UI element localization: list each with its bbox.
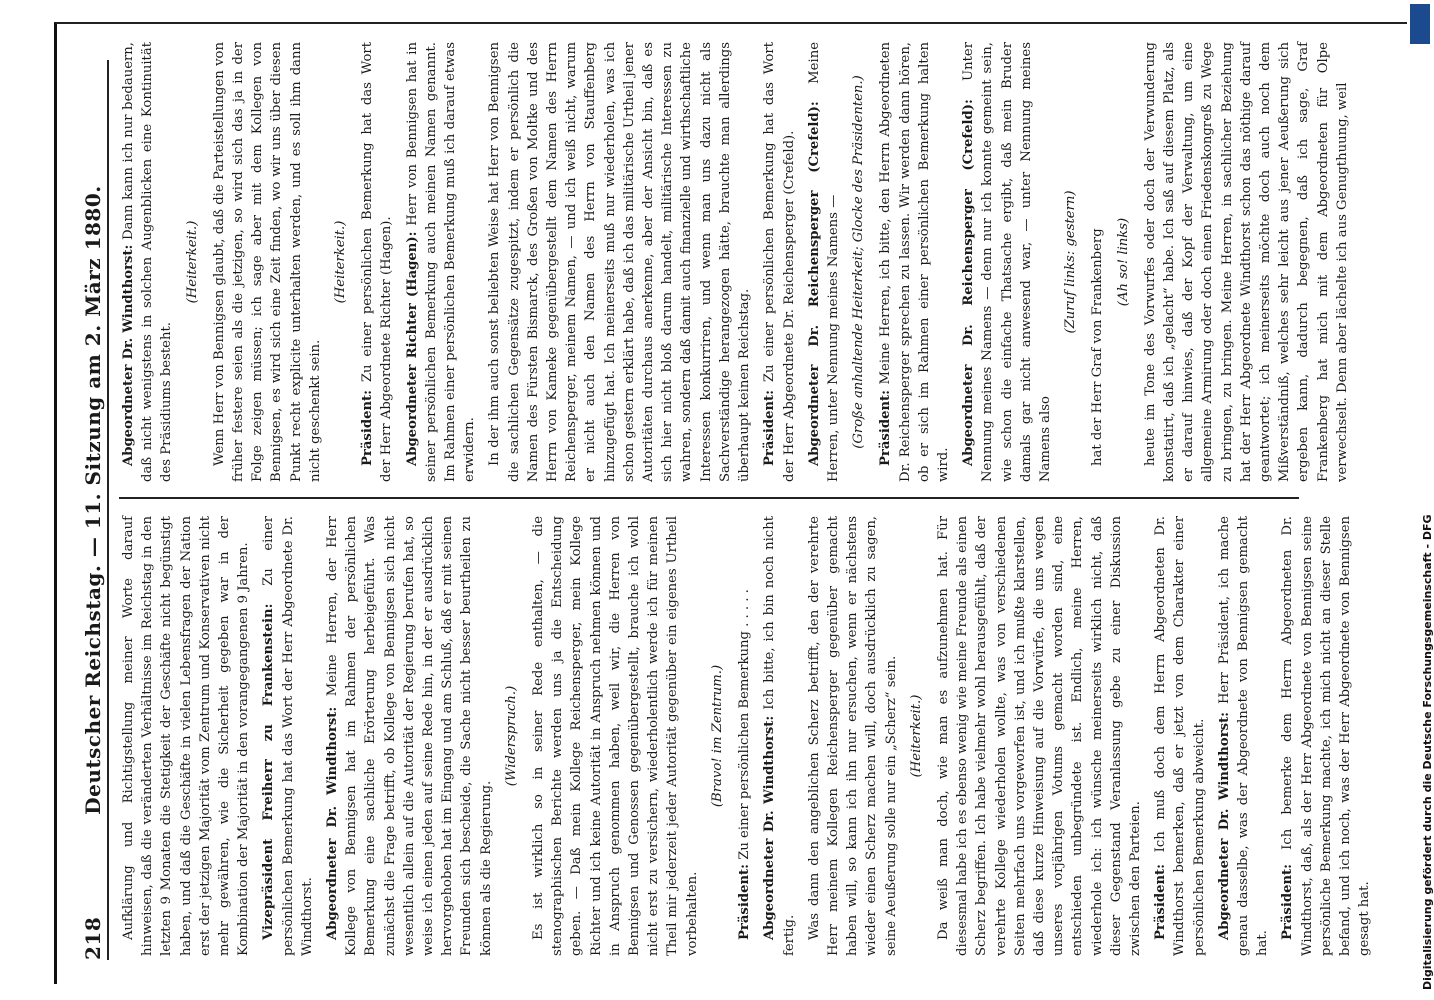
speaker-name: Vizepräsident Freiherr zu Frankenstein: <box>261 603 277 940</box>
stage-direction: (Widerspruch.) <box>503 685 519 787</box>
right-column <box>119 42 1358 482</box>
speech-paragraph <box>358 42 396 482</box>
speaker-name: Präsident: <box>1280 863 1296 940</box>
speech-paragraph <box>735 516 754 956</box>
body-paragraph: Was dann den angeblichen Scherz betrifft, den der verehrte Herr meinem Kollegen Reichensperger gegenüber gemacht haben will, so kann ich ihn nur ersuchen, wenn er nächstens wieder einen Scherz machen will, doch ausdrücklich zu sagen, seine Aeußerung solle nur ein „Scherz“ sein. <box>806 516 899 956</box>
speech-paragraph <box>323 516 496 956</box>
speaker-name: Abgeordneter Dr. Windthorst: <box>762 715 778 940</box>
speech-text: Ich muß doch dem Herrn Abgeordneten Dr. Windthorst bemerken, daß er jetzt von dem Charakter einer persönlichen Bemerkung abweicht. <box>1153 516 1207 956</box>
speech-text: Ich bitte, ich bin noch nicht fertig. <box>762 516 797 956</box>
speech-text: Herr Präsident, ich mache genau dasselbe, was der Abgeordnete von Bennigsen gemacht hat. <box>1216 516 1271 956</box>
stage-direction: (Heiterkeit.) <box>184 220 200 304</box>
stage-direction: (Heiterkeit.) <box>333 220 349 304</box>
speech-text: Unter Nennung meines Namens — denn nur ich konnte gemeint sein, wie schon die einfache Thatsache ergibt, daß mein Bruder damals gar nicht anwesend war, — unter Nennung meines Namens also <box>961 42 1053 482</box>
digitization-note-text: Digitalisierung gefördert durch die Deutsche Forschungsgemeinschaft - <box>1421 543 1434 990</box>
speech-paragraph <box>760 42 798 482</box>
stage-direction: (Bravo! im Zentrum.) <box>709 664 725 808</box>
speaker-name: Präsident: <box>1153 863 1169 940</box>
header-rule <box>107 60 109 960</box>
speaker-name: Präsident: <box>360 389 376 466</box>
speech-paragraph <box>760 516 798 956</box>
rotated-page-content <box>41 20 1391 980</box>
speech-text: Meine Herren, unter Nennung meines Namens — <box>806 41 841 482</box>
speaker-name: Präsident: <box>737 863 753 940</box>
page-number: 218 <box>81 916 105 960</box>
speech-paragraph <box>259 516 317 956</box>
speech-text: Zu einer persönlichen Bemerkung hat das Wort der Herr Abgeordnete Dr. Windthorst. <box>261 515 315 956</box>
speech-paragraph <box>1151 516 1209 956</box>
speaker-name: Abgeordneter Dr. Reichensperger (Crefeld): <box>961 99 977 466</box>
speaker-name: Abgeordneter Dr. Windthorst: <box>121 244 136 466</box>
dfg-logo-text: DFG <box>1421 514 1434 541</box>
speech-text: Ich bemerke dem Herrn Abgeordneten Dr. Windthorst, daß, als der Herr Abgeordnete von Bennigsen seine persönliche Bemerkung machte, ich mich nicht an dieser Stelle befand, und ich noch, was der Herr Abgeordnete von Bennigsen gesagt hat. <box>1280 516 1373 956</box>
speech-text: Meine Herren, der Herr Kollege von Bennigsen hat im Rahmen der persönlichen Bemerkung eine sachliche Erörterung herbeigeführt. Was zunächst die Frage betrifft, ob Kollege von Bennigsen sich nicht wesentlich allein auf die Autorität der Regierung berufen hat, so weise ich einen jeden auf seine Rede hin, in der er ausdrücklich hervorgehoben hat im Eingang und am Schluß, daß er mit seinen Freunden sich bescheide, die Sache nicht besser beurtheilen zu können als die Regierung. <box>325 516 494 956</box>
speaker-name: Abgeordneter Dr. Reichensperger (Crefeld): <box>806 101 822 466</box>
speech-text: Meine Herren, ich bitte, den Herrn Abgeordneten Dr. Reichensperger sprechen zu lassen. Wir werden dann hören, ob er sich im Rahmen einer persönlichen Bemerkung halten wird. <box>878 42 951 482</box>
body-paragraph: In der ihm auch sonst beliebten Weise hat Herr von Bennigsen die sachlichen Gegensätze zugespitzt, indem er persönlich die Namen des Fürsten Bismarck, des Großen von Moltke und des Herrn von Kameke gegenübergestellt dem Namen des Herrn Reichensperger, meinem Namen, — und ich weiß nicht, warum er nicht auch den Namen des Herrn von Stauffenberg hinzugefügt hat. Ich meinerseits muß nur wiederholen, was ich schon gestern erklärt habe, daß ich das militärische Urtheil jener Autoritäten durchaus anerkenne, aber der Ansicht bin, daß es sich hier nicht bloß darum handelt, militärische Interessen zu wahren, sondern daß damit auch finanzielle und wirthschaftliche Interessen konkurriren, und wenn man uns dazu nicht als Sachverständige herangezogen hätte, brauchte man allerdings überhaupt keinen Reichstag. <box>487 42 753 482</box>
speaker-name: Abgeordneter Dr. Windthorst: <box>1216 711 1232 940</box>
digitization-note <box>1421 514 1434 990</box>
body-paragraph: Aufklärung und Richtigstellung meiner Worte darauf hinweisen, daß die veränderten Verhältnisse im Reichstag in den letzten 9 Monaten die Stetigkeit der Geschäfte nicht begünstigt haben, und daß die Geschäfte in vielen Lebensfragen der Nation erst der jetzigen Majorität vom Zentrum und Konservativen nicht mehr gewähren, wie die Sicherheit gegeben war in der Kombination der Majorität in den vorangegangenen 9 Jahren. <box>121 516 252 956</box>
page-header <box>71 40 111 960</box>
stage-direction: (Große anhaltende Heiterkeit; Glocke des Präsidenten.) <box>851 75 867 449</box>
speech-paragraph <box>959 42 1055 482</box>
speaker-name: Abgeordneter Dr. Windthorst: <box>325 706 341 940</box>
speaker-name: Präsident: <box>762 389 778 466</box>
body-paragraph: Da weiß man doch, wie man es aufzunehmen hat. Für diesesmal habe ich es ebenso wenig wie meine Freunde als einen Scherz begriffen. Ich habe vielmehr wohl herausgefühlt, daß der verehrte Kollege wiederholen wollte, was von verschiedenen Seiten mehrfach uns vorgeworfen ist, und ich mußte klarstellen, daß diese kurze Hinweisung auf die Vorwürfe, die uns wegen unseres vorjährigen Votums gemacht worden sind, eine entschieden unbegründete ist. Endlich, meine Herren, wiederhole ich: ich wünsche meinerseits wirklich nicht, daß dieser Gegenstand Veranlassung gebe zu einer Diskussion zwischen den Parteien. <box>935 516 1143 956</box>
speech-paragraph <box>119 42 177 482</box>
speech-paragraph <box>403 42 480 482</box>
speech-text: Zu einer persönlichen Bemerkung hat das Wort der Herr Abgeordnete Richter (Hagen). <box>360 42 395 482</box>
speech-paragraph <box>876 42 953 482</box>
running-title: Deutscher Reichstag. — 11. Sitzung am 2. März 1880. <box>81 185 105 815</box>
body-paragraph: heute im Tone des Vorwurfes oder doch der Verwunderung konstatirt, daß ich „gelacht“ habe. Ich saß auf diesem Platz, als er darauf hinwies, daß der Kopf der Verwaltung, um eine allgemeine Armirung oder doch einen Friedenskongreß zu Wege zu bringen, zu bringen. Meine Herren, in sachlicher Beziehung hat der Herr Abgeordnete Windthorst schon das nöthige darauf geantwortet; ich meinerseits möchte doch auch noch dem Mißverständniß, welches sehr leicht aus jener Aeußerung sich ergeben kann, dadurch begegnen, daß ich sage, Graf Frankenberg hat mich mit dem Abgeordneten für Olpe verwechselt. Denn aber lächelte ich aus Genugthuung, weil <box>1142 42 1350 482</box>
body-paragraph: hat der Herr Graf von Frankenberg <box>1090 228 1106 466</box>
speech-text: Zu einer persönlichen Bemerkung . . . . . <box>737 589 753 864</box>
speech-text: Zu einer persönlichen Bemerkung hat das Wort der Herr Abgeordnete Dr. Reichensperger (Crefeld). <box>762 42 797 482</box>
left-column <box>119 516 1380 956</box>
speaker-name: Präsident: <box>878 389 894 466</box>
speech-text: Dann kann ich nur bedauern, daß nicht wenigstens in solchen Augenblicken eine Kontinuität des Präsidiums besteht. <box>121 42 175 482</box>
column-divider <box>119 497 1299 499</box>
speech-paragraph <box>805 42 843 482</box>
body-paragraph: Wenn Herr von Bennigsen glaubt, daß die Parteistellungen von früher festere seien als die jetzigen, so wird sich das ja in der Folge zeigen müssen; ich sage aber mit dem Kollegen von Bennigsen, es wird sich eine Zeit finden, wo wir uns über diesen Punkt recht explicite unterhalten werden, und es soll ihm dann nicht geschenkt sein. <box>211 42 323 482</box>
body-paragraph: Es ist wirklich so in seiner Rede enthalten, — die stenographischen Berichte werden uns ja die Entscheidung geben. — Daß mein Kollege Reichensperger, mein Kollege Richter und ich keine Autorität in Anspruch nehmen können und in Anspruch genommen haben, weil wir, die Herren von Bennigsen und Genossen gegenübergestellt, brauche ich wohl nicht erst zu versichern, wiederholentlich werde ich für meinen Theil mir jederzeit jeder Autorität gegenüber ein eigenes Urtheil vorbehalten. <box>531 516 700 956</box>
speech-text: Herr von Bennigsen hat in seiner persönlichen Bemerkung auch meinen Namen genannt. Im Rahmen einer persönlichen Bemerkung muß ich darauf etwas erwidern. <box>404 42 478 482</box>
speaker-name: Abgeordneter Richter (Hagen): <box>404 231 420 466</box>
stage-direction: (Zuruf links: gestern) <box>1063 190 1079 334</box>
speech-paragraph <box>1278 516 1374 956</box>
speech-paragraph <box>1215 516 1273 956</box>
stage-direction: (Heiterkeit.) <box>908 694 924 778</box>
stage-direction: (Ah so! links) <box>1115 217 1131 307</box>
dfg-logo <box>1410 4 1430 44</box>
